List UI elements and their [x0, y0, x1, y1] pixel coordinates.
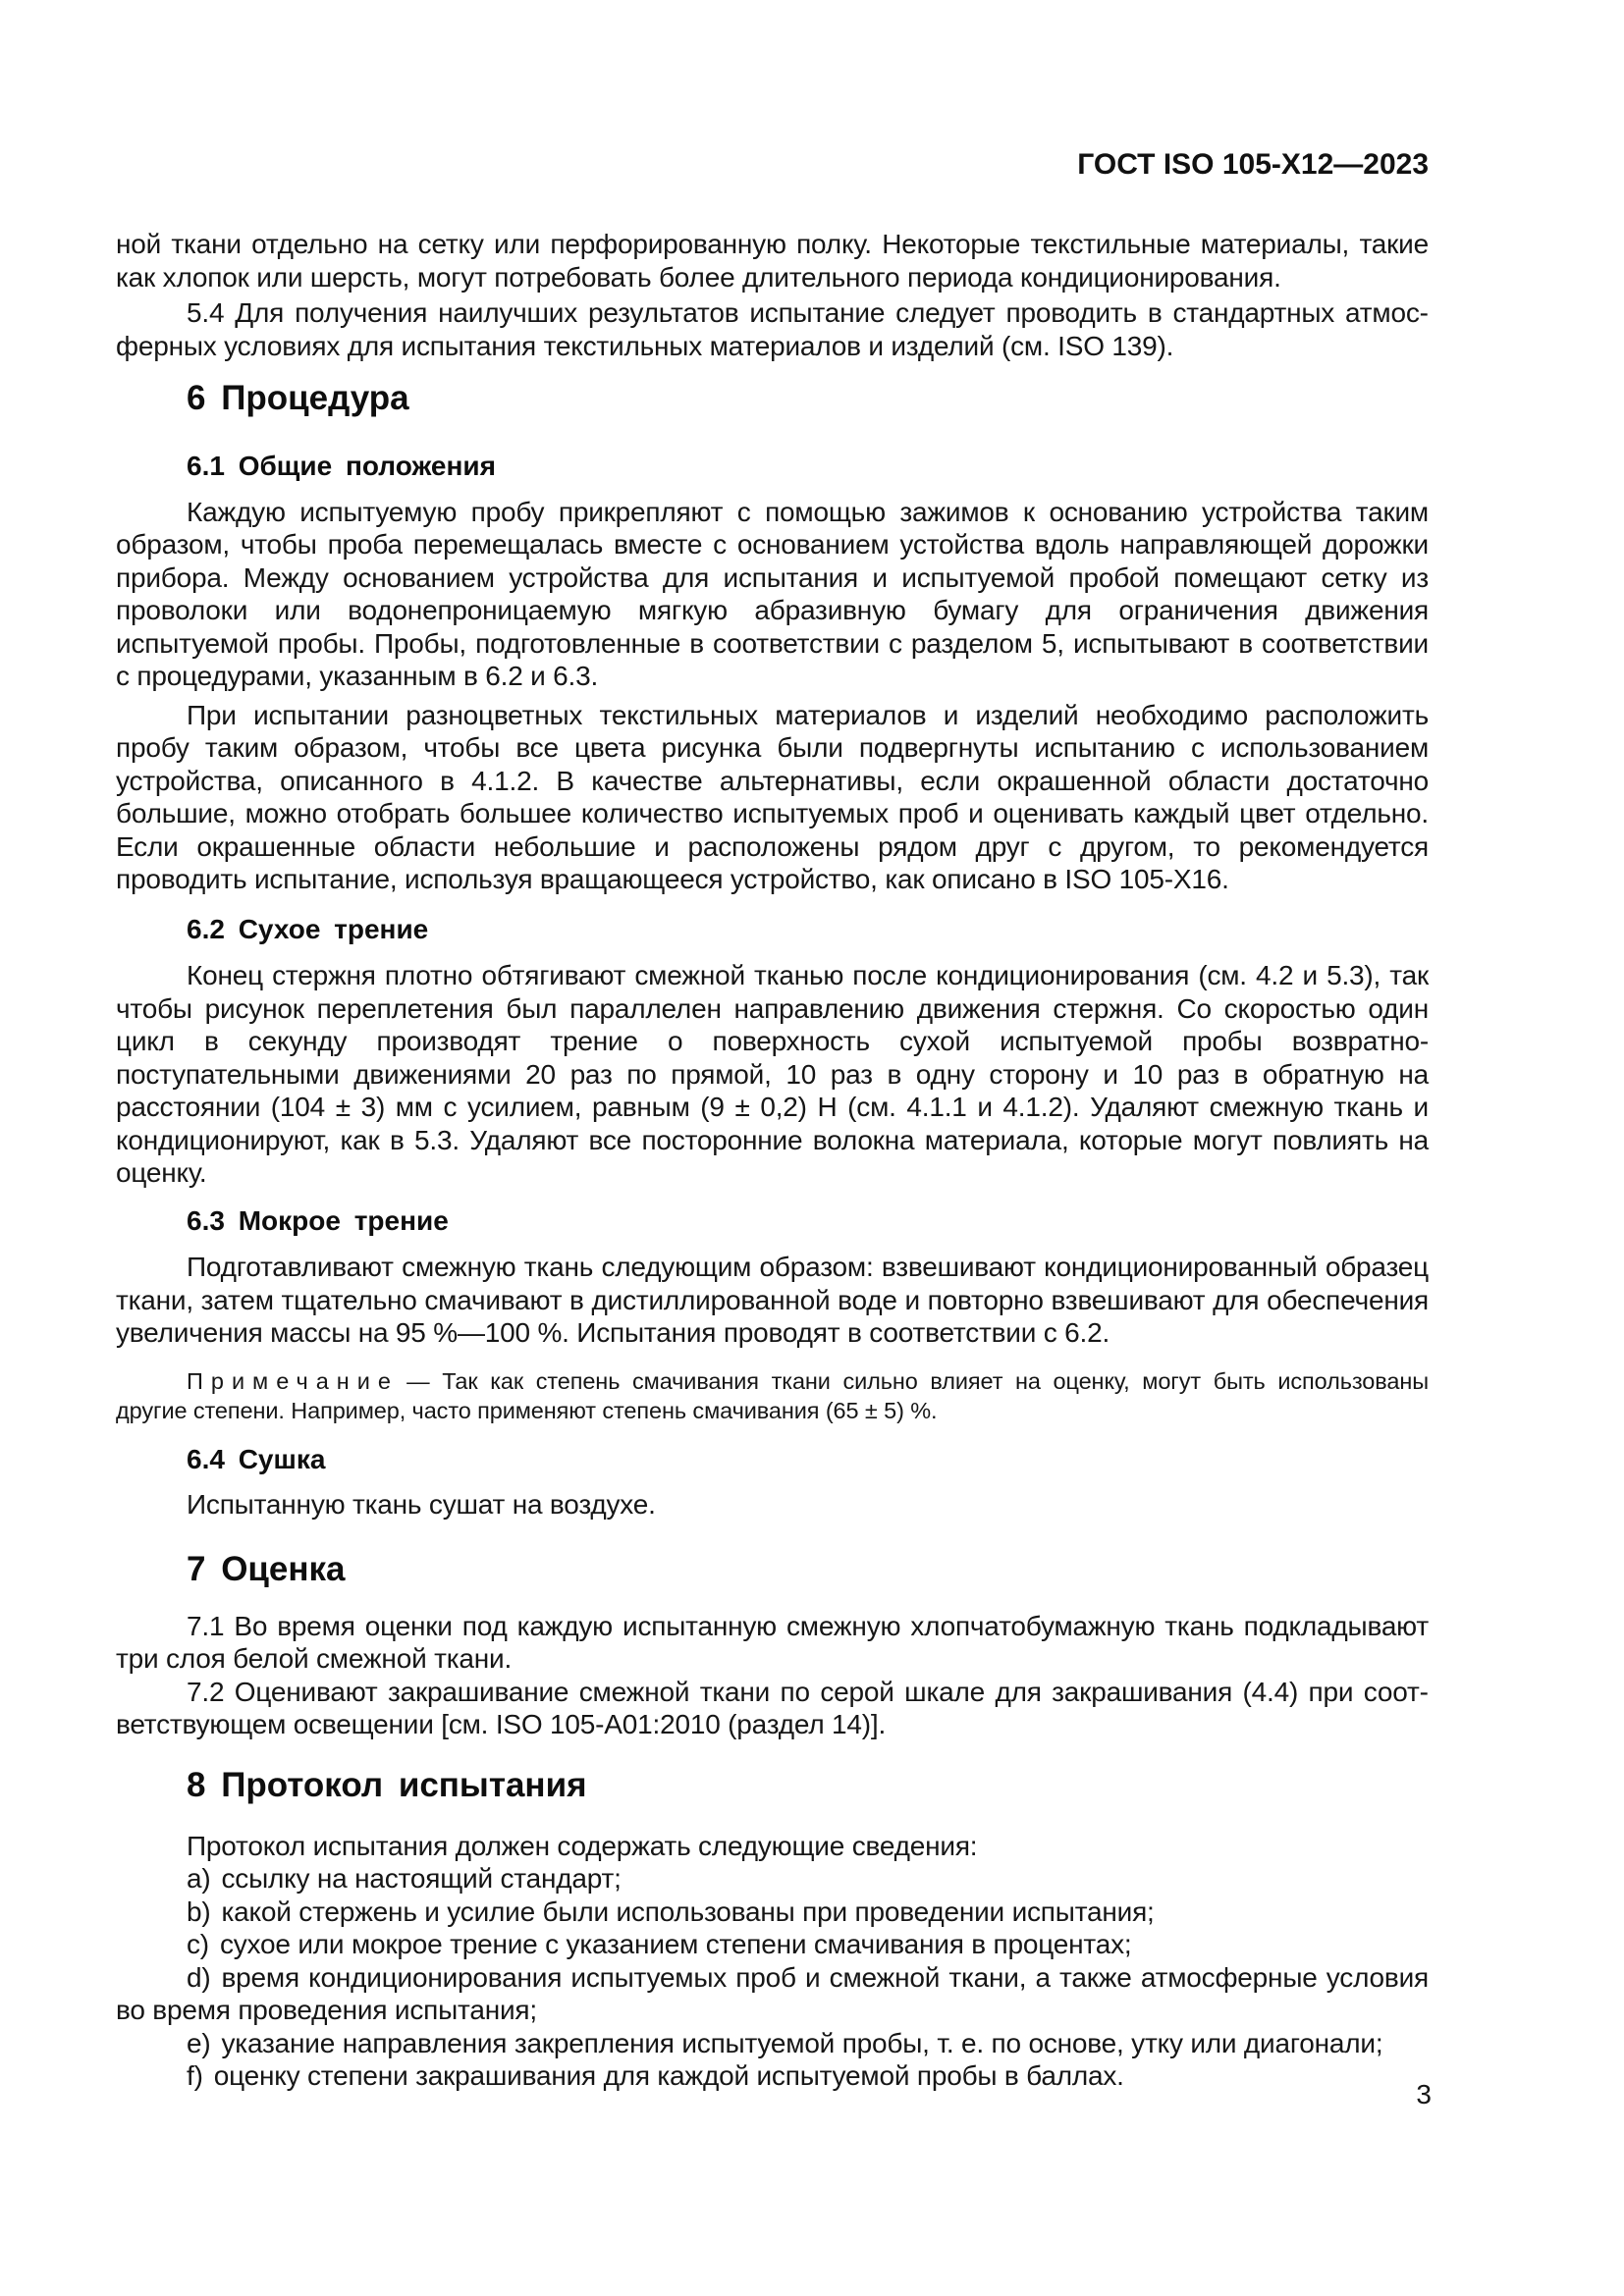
section-8-heading: 8 Протокол испытания — [187, 1765, 587, 1804]
paragraph-6-4-drying: Испытанную ткань сушат на воздухе. — [187, 1489, 656, 1520]
paragraph-8-intro: Протокол испытания должен содержать следующие сведения: — [187, 1830, 978, 1861]
list-item-d-label: d) — [187, 1961, 211, 1993]
list-item-e-label: e) — [187, 2027, 211, 2058]
note-text: — Так как степень смачивания ткани сильно влияет на оценку, могут быть использованы другие степени. Например, часто применяют степень смачивания (65 ± 5) %. — [116, 1367, 1429, 1423]
list-item-d-text: время кондиционирования испытуемых проб и смежной ткани, а также атмосферные условия во время проведения испытания; — [116, 1961, 1429, 2025]
paragraph-7-1: 7.1 Во время оценки под каждую испытанную смежную хлопчатобумажную ткань подкладывают три слоя белой смежной ткани. — [116, 1610, 1429, 1674]
list-item-b-text: какой стержень и усилие были использованы при проведении испытания; — [221, 1896, 1155, 1927]
list-item-c — [116, 1928, 1429, 1961]
paragraph-6-3-wet-rubbing: Подготавливают смежную ткань следующим образом: взвешивают кондиционированный образец ткани, затем тщательно смачивают в дистиллированной воде и повторно взвешивают для обеспечения увеличения массы на 95 %—100 %. Испытания проводят в соответствии с 6.2. — [116, 1252, 1429, 1348]
note-label: Примечание — [187, 1367, 399, 1394]
subsection-6-4-heading: 6.4 Сушка — [187, 1443, 326, 1474]
list-item-f-text: оценку степени закрашивания для каждой испытуемой пробы в баллах. — [213, 2060, 1124, 2091]
subsection-6-3-heading: 6.3 Мокрое трение — [187, 1204, 449, 1236]
paragraph-6-1-general-1: Каждую испытуемую пробу прикрепляют с помощью зажимов к основанию устройства таким образом, чтобы проба перемещалась вместе с основанием устойства вдоль направляющей дорожки прибора. Между основанием устройства для испытания и испытуемой пробой помещают сетку из проволоки или водонепроницаемую мягкую абразивную бумагу для ограничения движения испытуемой пробы. Пробы, подготовленные в соответствии с разделом 5, испытывают в соответствии с процедурами, указанным в 6.2 и 6.3. — [116, 496, 1429, 691]
paragraph-conditioning-continuation: ной ткани отдельно на сетку или перфорированную полку. Некоторые текстильные материалы, такие как хлопок или шерсть, могут потребовать более длительного периода кондиционирования. — [116, 229, 1429, 293]
page-number: 3 — [1416, 2079, 1432, 2109]
list-item-a-label: a) — [187, 1863, 211, 1894]
list-item-f-label: f) — [187, 2060, 203, 2091]
paragraph-7-2: 7.2 Оценивают закрашивание смежной ткани по серой шкале для закрашивания (4.4) при соответствующем освещении [см. ISO 105-A01:2010 (раздел 14)]. — [116, 1676, 1429, 1739]
list-item-b-label: b) — [187, 1896, 211, 1927]
paragraph-6-2-dry-rubbing: Конец стержня плотно обтягивают смежной тканью после кондиционирования (см. 4.2 и 5.3), так чтобы рисунок переплетения был параллелен направлению движения стержня. Со скоростью один цикл в секунду производят трение о поверхность сухой испытуемой пробы возвратно-поступательными движениями 20 раз по прямой, 10 раз в одну сторону и 10 раз в обратную на расстоянии (104 ± 3) мм с усилием, равным (9 ± 0,2) Н (см. 4.1.1 и 4.1.2). Удаляют смежную ткань и кондиционируют, как в 5.3. Удаляют все посторонние волокна материала, которые могут повлиять на оценку. — [116, 960, 1429, 1188]
list-item-b — [116, 1896, 1429, 1929]
section-6-heading: 6 Процедура — [187, 379, 409, 417]
section-7-heading: 7 Оценка — [187, 1549, 346, 1588]
running-header: ГОСТ ISO 105-X12—2023 — [1077, 148, 1429, 181]
paragraph-5-4: 5.4 Для получения наилучших результатов испытание следует проводить в стандартных атмосферных условиях для испытания текстильных материалов и изделий (см. ISO 139). — [116, 297, 1429, 361]
subsection-6-1-heading: 6.1 Общие положения — [187, 451, 496, 481]
list-item-c-text: сухое или мокрое трение с указанием степени смачивания в процентах; — [219, 1929, 1132, 1959]
page-content — [116, 0, 1429, 2093]
list-item-d — [116, 1961, 1429, 2027]
list-item-a-text: ссылку на настоящий стандарт; — [221, 1863, 622, 1894]
list-item-e — [116, 2027, 1429, 2060]
list-item-e-text: указание направления закрепления испытуемой пробы, т. е. по основе, утку или диагонали; — [221, 2027, 1383, 2058]
paragraph-6-1-general-2: При испытании разноцветных текстильных материалов и изделий необходимо расположить пробу таким образом, чтобы все цвета рисунка были подвергнуты испытанию с использованием устройства, описанного в 4.1.2. В качестве альтернативы, если окрашенной области достаточно большие, можно отобрать большее количество испытуемых проб и оценивать каждый цвет отдельно. Если окрашенные области небольшие и расположены рядом друг с другом, то рекомендуется проводить испытание, используя вращающееся устройство, как описано в ISO 105-X16. — [116, 699, 1429, 894]
list-item-a — [116, 1862, 1429, 1896]
note-paragraph — [116, 1366, 1429, 1425]
list-item-c-label: c) — [187, 1929, 209, 1959]
list-item-f — [116, 2059, 1429, 2093]
subsection-6-2-heading: 6.2 Сухое трение — [187, 913, 429, 944]
